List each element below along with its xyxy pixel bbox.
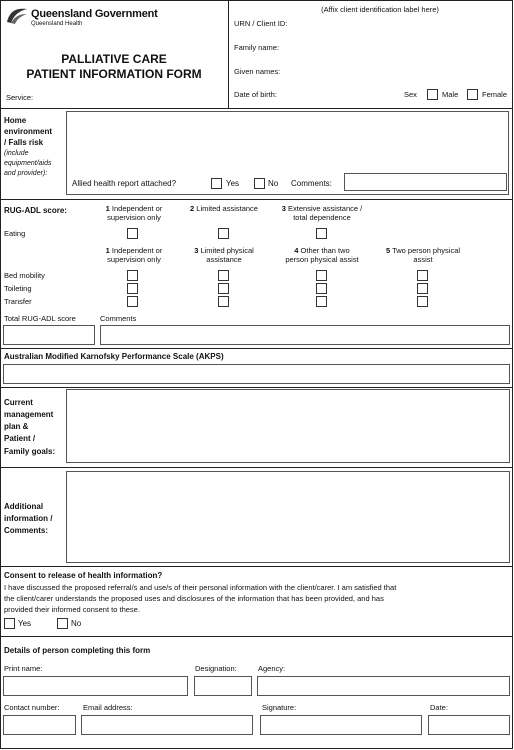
section-divider — [0, 566, 513, 567]
mob-col-2: 3 Limited physical assistance — [194, 246, 254, 264]
additional-label-2: information / — [4, 514, 53, 523]
signature-label: Signature: — [262, 703, 297, 712]
eat-col-3: 3 Extensive assistance / total dependence — [281, 204, 363, 222]
transfer-3-checkbox[interactable] — [218, 296, 229, 307]
eat-col-2: 2 Limited assistance — [190, 204, 258, 213]
date-label: Date: — [430, 703, 448, 712]
additional-label-3: Comments: — [4, 526, 49, 535]
eating-2-checkbox[interactable] — [218, 228, 229, 239]
bed-mobility-label: Bed mobility — [4, 271, 45, 280]
email-label: Email address: — [83, 703, 133, 712]
transfer-1-checkbox[interactable] — [127, 296, 138, 307]
urn-label: URN / Client ID: — [234, 19, 288, 28]
male-label: Male — [442, 90, 459, 99]
brand-sub: Queensland Health — [31, 21, 83, 27]
home-label-1: Home — [4, 116, 27, 125]
consent-text-1: I have discussed the proposed referral/s and use/s of their personal information with the client/carer. I am satisfied that — [4, 583, 397, 592]
consent-no-checkbox[interactable] — [57, 618, 68, 629]
bed-mobility-1-checkbox[interactable] — [127, 270, 138, 281]
signature-field[interactable] — [260, 715, 422, 735]
form-title-line2: PATIENT INFORMATION FORM — [26, 67, 202, 81]
toileting-5-checkbox[interactable] — [417, 283, 428, 294]
allied-no-label: No — [268, 179, 279, 188]
mob-col-3: 4 Other than two person physical assist — [285, 246, 359, 264]
home-note-1: (include — [4, 150, 29, 157]
section-divider — [0, 636, 513, 637]
consent-yes-label: Yes — [18, 619, 32, 628]
section-divider — [0, 467, 513, 468]
eat-col-1: 1 Independent or supervision only — [105, 204, 163, 222]
total-rugadl-label: Total RUG-ADL score — [4, 314, 76, 323]
section-divider — [0, 348, 513, 349]
consent-text-2: the client/carer understands the proposed uses and disclosures of the information that has been provided, and has — [4, 594, 384, 603]
mgmt-label-4: Patient / — [4, 434, 36, 443]
akps-title: Australian Modified Karnofsky Performance Scale (AKPS) — [4, 352, 224, 361]
print-name-field[interactable] — [3, 676, 188, 696]
allied-comments-field[interactable] — [344, 173, 507, 191]
header-divider — [228, 0, 229, 108]
mgmt-label-5: Family goals: — [4, 447, 56, 456]
brand-top: Queensland Government — [31, 8, 158, 20]
consent-yes-checkbox[interactable] — [4, 618, 15, 629]
home-note-2: equipment/aids — [4, 160, 52, 167]
bed-mobility-4-checkbox[interactable] — [316, 270, 327, 281]
allied-comments-label: Comments: — [291, 179, 332, 188]
female-label: Female — [482, 90, 508, 99]
akps-field[interactable] — [3, 364, 510, 384]
given-names-label: Given names: — [234, 67, 281, 76]
eating-3-checkbox[interactable] — [316, 228, 327, 239]
form-title-line1: PALLIATIVE CARE — [61, 52, 167, 66]
home-label-2: environment — [4, 127, 53, 136]
transfer-5-checkbox[interactable] — [417, 296, 428, 307]
toileting-1-checkbox[interactable] — [127, 283, 138, 294]
consent-text-3: provided their informed consent to these. — [4, 605, 140, 614]
allied-yes-label: Yes — [226, 179, 240, 188]
section-divider — [0, 387, 513, 388]
mgmt-label-2: management — [4, 410, 54, 419]
affix-label: (Affix client identification label here) — [321, 5, 439, 14]
consent-no-label: No — [71, 619, 82, 628]
sex-label: Sex — [404, 90, 417, 99]
dob-label: Date of birth: — [234, 90, 277, 99]
additional-label-1: Additional — [4, 502, 44, 511]
rugadl-title: RUG-ADL score: — [4, 206, 67, 215]
rugadl-comments-label: Comments — [100, 314, 137, 323]
date-field[interactable] — [428, 715, 510, 735]
details-title: Details of person completing this form — [4, 646, 151, 655]
family-name-label: Family name: — [234, 43, 280, 52]
email-field[interactable] — [81, 715, 253, 735]
print-name-label: Print name: — [4, 664, 43, 673]
bed-mobility-5-checkbox[interactable] — [417, 270, 428, 281]
designation-field[interactable] — [194, 676, 252, 696]
toileting-4-checkbox[interactable] — [316, 283, 327, 294]
allied-health-label: Allied health report attached? — [72, 179, 177, 188]
eating-label: Eating — [4, 229, 26, 238]
male-checkbox[interactable] — [427, 89, 438, 100]
qld-logo-icon — [5, 6, 29, 26]
rugadl-comments-field[interactable] — [100, 325, 510, 345]
mgmt-label-3: plan & — [4, 422, 29, 431]
total-rugadl-field[interactable] — [3, 325, 95, 345]
agency-label: Agency: — [258, 664, 286, 673]
header-bottom-line — [0, 108, 513, 109]
agency-field[interactable] — [257, 676, 510, 696]
management-plan-field[interactable] — [66, 389, 510, 463]
toileting-3-checkbox[interactable] — [218, 283, 229, 294]
additional-info-field[interactable] — [66, 471, 510, 563]
allied-yes-checkbox[interactable] — [211, 178, 222, 189]
mob-col-1: 1 Independent or supervision only — [105, 246, 163, 264]
eating-1-checkbox[interactable] — [127, 228, 138, 239]
consent-title: Consent to release of health information? — [4, 571, 163, 580]
contact-number-label: Contact number: — [4, 703, 60, 712]
transfer-4-checkbox[interactable] — [316, 296, 327, 307]
service-label: Service: — [6, 93, 34, 102]
home-label-3: / Falls risk — [4, 138, 44, 147]
female-checkbox[interactable] — [467, 89, 478, 100]
bed-mobility-3-checkbox[interactable] — [218, 270, 229, 281]
contact-number-field[interactable] — [3, 715, 76, 735]
section-divider — [0, 199, 513, 200]
allied-no-checkbox[interactable] — [254, 178, 265, 189]
home-note-3: and provider): — [4, 170, 48, 177]
mgmt-label-1: Current — [4, 398, 33, 407]
designation-label: Designation: — [195, 664, 237, 673]
transfer-label: Transfer — [4, 297, 32, 306]
toileting-label: Toileting — [4, 284, 32, 293]
mob-col-4: 5 Two person physical assist — [385, 246, 461, 264]
